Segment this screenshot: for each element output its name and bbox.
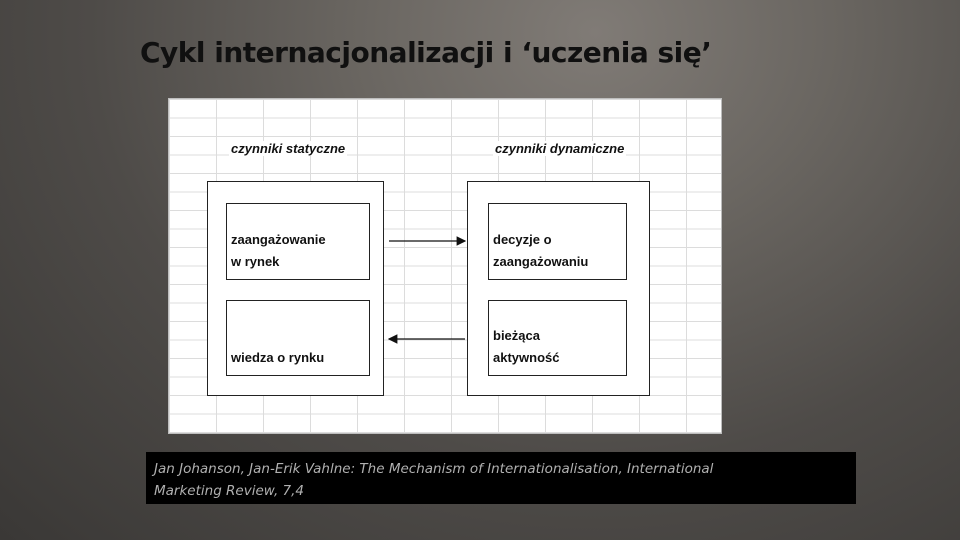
current-activities-label: bieżąca aktywność [493, 328, 560, 365]
slide-title: Cykl internacjonalizacji i ‘uczenia się’ [140, 36, 712, 69]
static-factors-header: czynniki statyczne [231, 141, 346, 156]
diagram-arrows [169, 99, 721, 433]
dynamic-factors-header: czynniki dynamiczne [495, 141, 625, 156]
market-knowledge-label: wiedza o rynku [231, 350, 325, 365]
market-commitment-label: zaangażowanie w rynek [231, 232, 326, 269]
citation-box [146, 452, 856, 504]
commitment-decisions-label: decyzje o zaangażowaniu [493, 232, 589, 269]
citation-line-1: Jan Johanson, Jan-Erik Vahlne: The Mechanism of Internationalisation, International [154, 461, 714, 477]
diagram-canvas [168, 98, 722, 434]
citation-line-2: Marketing Review, 7,4 [154, 483, 305, 499]
